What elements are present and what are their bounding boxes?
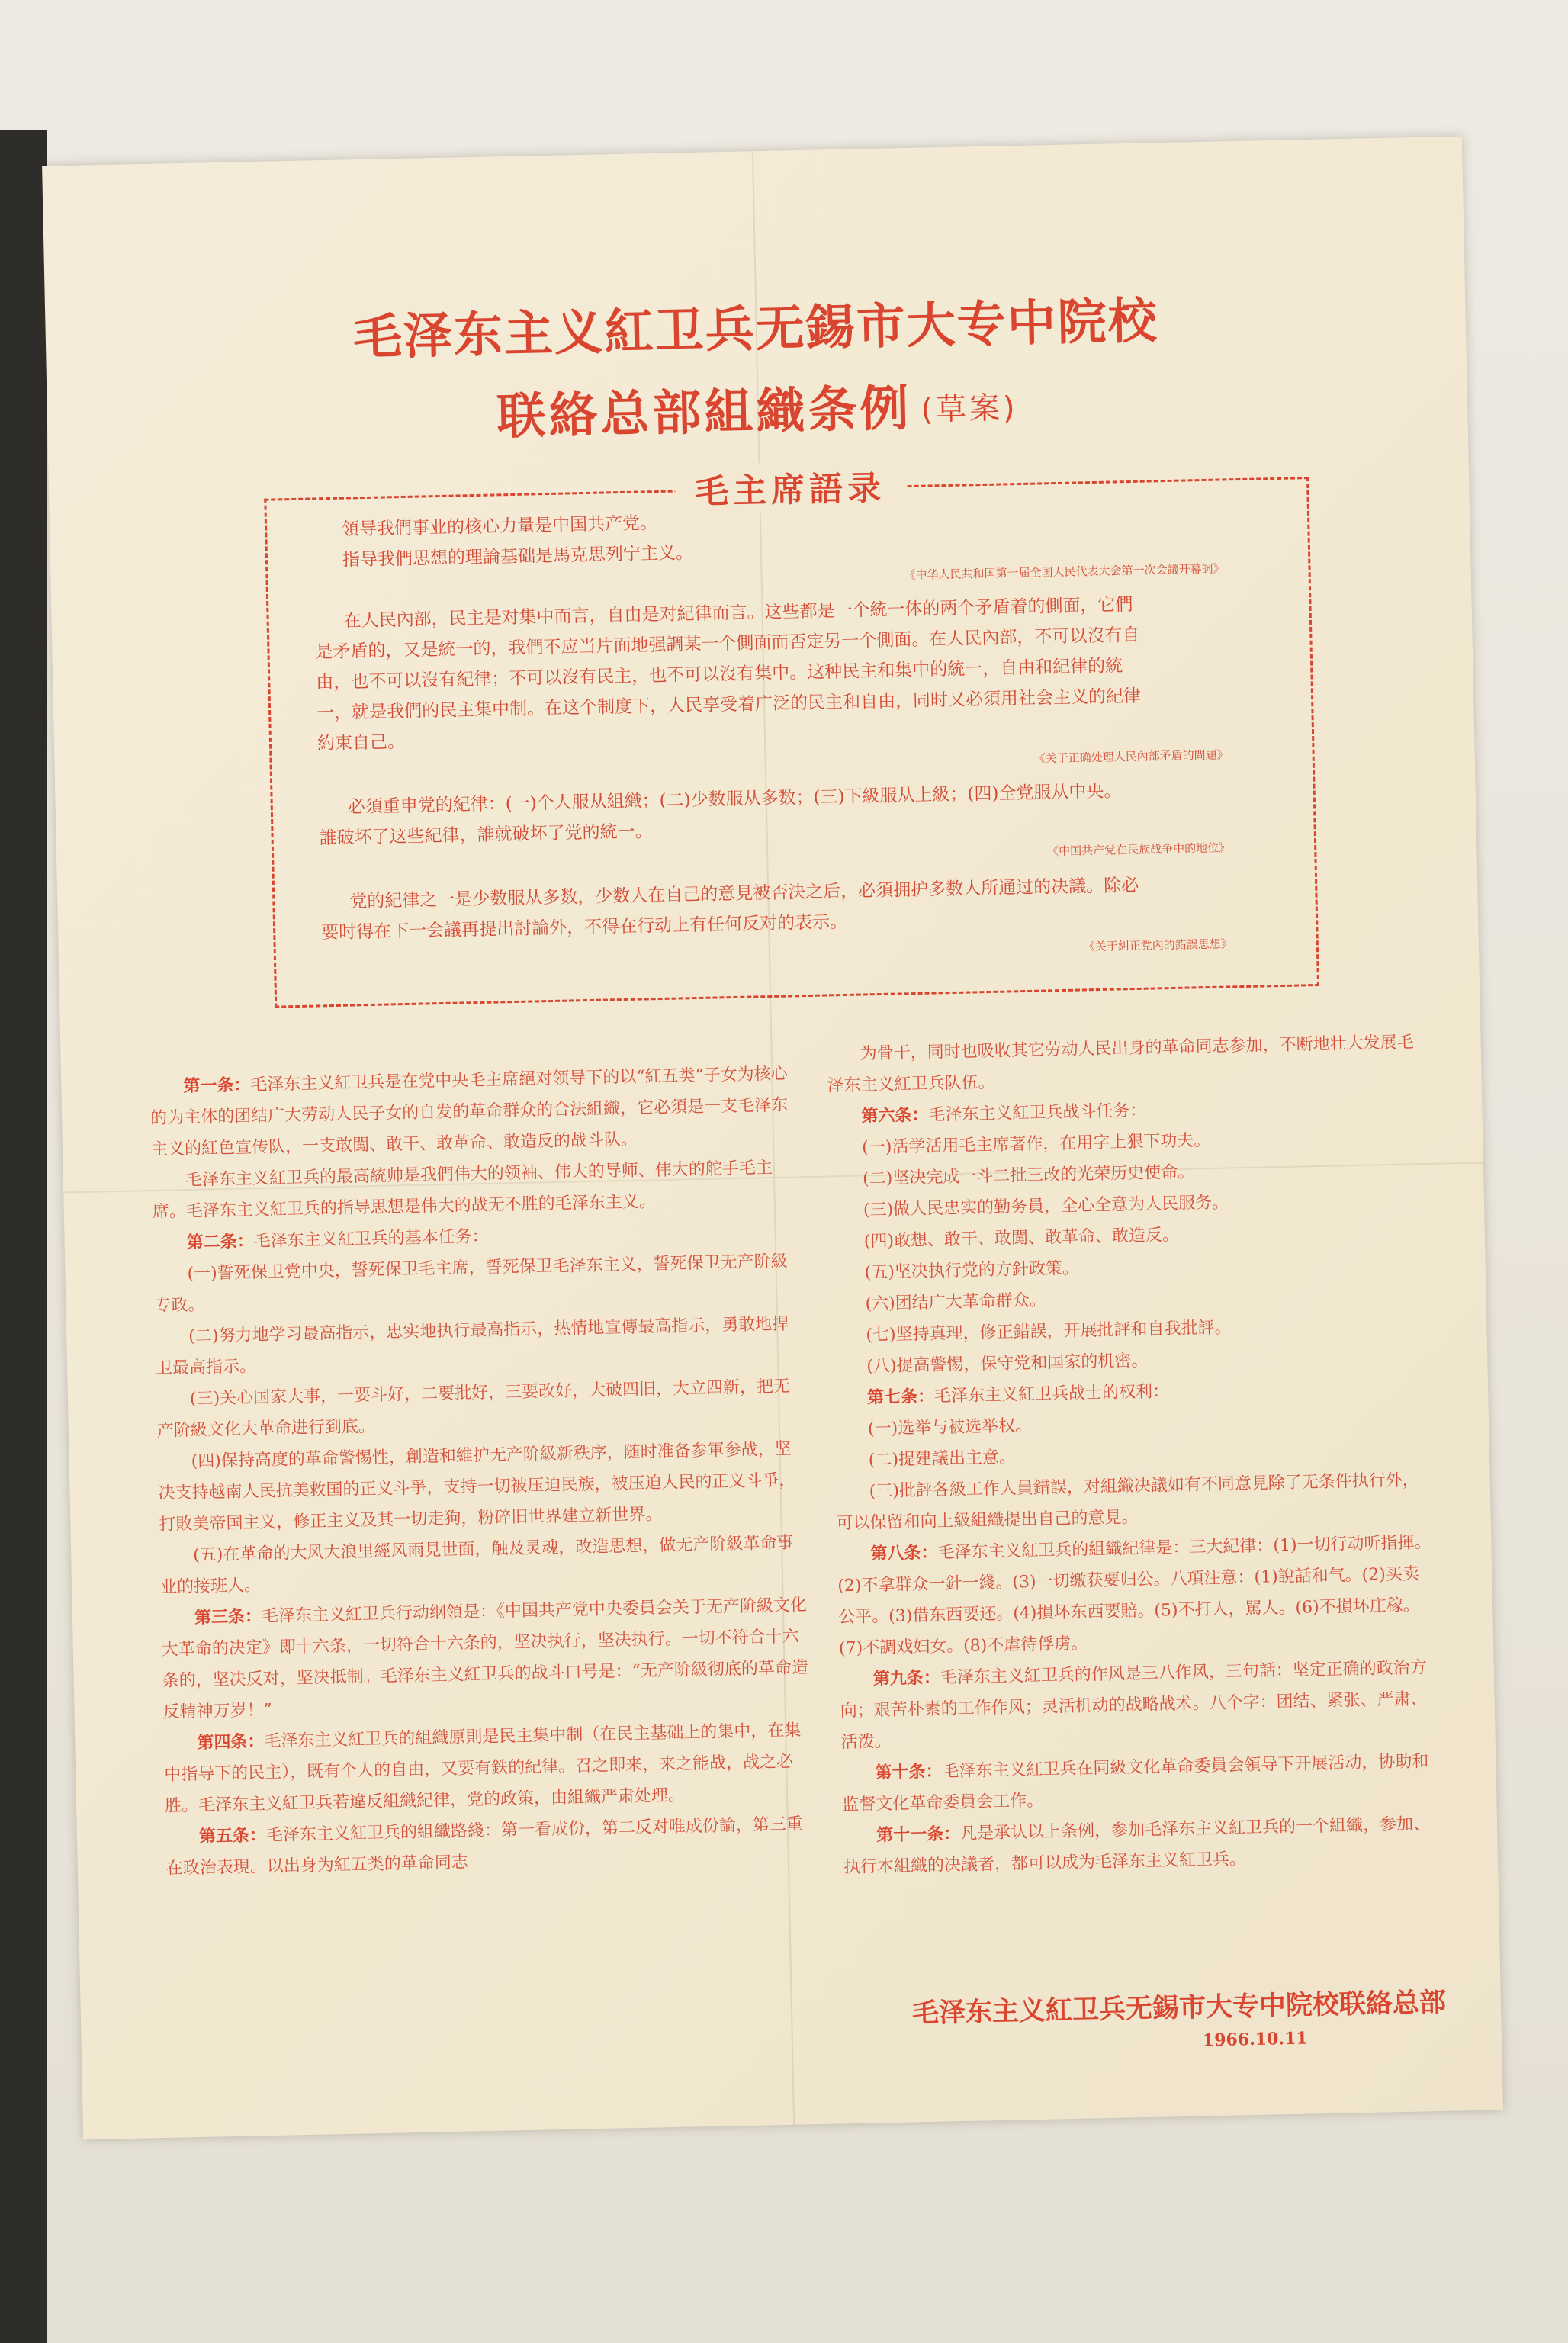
article-text: (三)做人民忠实的勤务員，全心全意为人民服务。 (863, 1193, 1229, 1220)
article-text: (一)选举与被选举权。 (867, 1416, 1033, 1439)
quote-line: 党的紀律之一是少数服从多数，少数人在自己的意見被否決之后，必須拥护多数人所通过的决議。除必 (349, 875, 1139, 912)
articles-right-column (826, 1027, 1440, 1883)
article-number: 第八条： (870, 1542, 938, 1564)
article-number: 第十一条： (876, 1824, 961, 1846)
article-text: 毛泽东主义紅卫兵的組織原則是民主集中制（在民主基础上的集中，在集中指导下的民主），既有个人的自由，又要有鉄的紀律。召之即来，来之能战，战之必胜。毛泽东主义紅卫兵若違反組織紀律，党的政策，由組織严肃处理。 (164, 1721, 802, 1816)
article-paragraph (839, 1652, 1437, 1758)
poster-title-main: 联絡总部組織条例 (496, 380, 913, 446)
article-number: 第三条： (194, 1606, 262, 1628)
article-paragraph (165, 1808, 817, 1885)
article-paragraph (837, 1527, 1435, 1664)
article-text: 毛泽东主义紅卫兵的組織路綫：第一看成份，第二反对唯成份論，第三重在政治表現。以出身为紅五类的革命同志 (165, 1814, 804, 1879)
signature: 毛泽东主义紅卫兵无錫市大专中院校联絡总部 (911, 1987, 1447, 2030)
article-text: 毛泽东主义紅卫兵的基本任务： (253, 1226, 489, 1252)
article-paragraph (161, 1589, 813, 1728)
article-text: 毛泽东主义紅卫兵的作风是三八作风，三句話：坚定正确的政治方向；艰苦朴素的工作作风；灵活机动的战略战术。八个字：团结、紧张、严肃、活泼。 (840, 1658, 1428, 1753)
article-text: (一)活学活用毛主席著作，在用字上狠下功夫。 (862, 1130, 1211, 1158)
article-number: 第十条： (875, 1761, 943, 1783)
article-text: 为骨干，同时也吸收其它劳动人民出身的革命同志参加，不断地壮大发展毛泽东主义紅卫兵队伍。 (827, 1033, 1414, 1096)
draft-label: (草案) (920, 390, 1019, 428)
article-text: (三)批評各級工作人員錯誤，对組織决議如有不同意見除了无条件执行外，可以保留和向上級組織提出自己的意見。 (836, 1470, 1420, 1534)
date: 1966.10.11 (1202, 2028, 1308, 2051)
article-text: (四)保持高度的革命警惕性，創造和維护无产阶級新秩序，随时准备参軍参战，坚决支持越南人民抗美救国的正义斗爭，支持一切被压迫民族，被压迫人民的正义斗爭，打敗美帝国主义，修正主义及其一切走狗，粉碎旧世界建立新世界。 (158, 1439, 796, 1535)
quote-line: 約束自己。 (316, 731, 406, 754)
quote-source: 《关于糾正党內的錯誤思想》 (1083, 937, 1232, 954)
article-text: (二)努力地学习最高指示，忠实地执行最高指示，热情地宣傳最高指示，勇敢地捍卫最高指示。 (155, 1314, 789, 1379)
article-text: 毛泽东主义紅卫兵的組織紀律是：三大紀律：(1)一切行动听指揮。(2)不拿群众一針一綫。(3)一切缴获要归公。八項注意：(1)說話和气。(2)买卖公平。(3)借东西要还。(4)損坏东西要賠。(5)不打人，駡人。(6)不損坏庄稼。(7)不調戏妇女。(8)不虐待俘虏。 (837, 1533, 1431, 1659)
article-paragraph (157, 1433, 808, 1541)
article-text: 毛泽东主义紅卫兵的最高統帅是我們伟大的领袖、伟大的导师、伟大的舵手毛主席。毛泽东主义紅卫兵的指导思想是伟大的战无不胜的毛泽东主义。 (152, 1159, 773, 1223)
article-text: (二)坚决完成一斗二批三改的光荣历史使命。 (862, 1162, 1195, 1189)
poster-sheet (42, 137, 1503, 2139)
article-text: 毛泽东主义紅卫兵战士的权利： (933, 1382, 1170, 1406)
poster-title-line2 (47, 358, 1468, 458)
article-text: 毛泽东主义紅卫兵是在党中央毛主席絕对领导下的以“紅五类”子女为核心的为主体的团结广大劳动人民子女的自发的革命群众的合法組織，它必須是一支毛泽东主义的紅色宣传队，一支敢闖、敢干、敢革命、敢造反的战斗队。 (150, 1064, 789, 1160)
quote-line: 誰破坏了这些紀律，誰就破坏了党的統一。 (319, 821, 653, 849)
quotation-box (264, 468, 1319, 1008)
quote-line: 要时得在下一会議再提出討論外，不得在行动上有任何反对的表示。 (320, 911, 848, 943)
articles-left-column (149, 1058, 816, 1885)
article-number: 第七条： (866, 1386, 935, 1408)
article-paragraph (149, 1058, 801, 1165)
backdrop-dark-edge (0, 130, 47, 2343)
article-text: (五)坚决执行党的方針政策。 (864, 1258, 1080, 1283)
article-text: (一)誓死保卫党中央，誓死保卫毛主席，誓死保卫毛泽东主义，誓死保卫无产阶級专政。 (154, 1252, 788, 1316)
article-text: (六)团结广大革命群众。 (865, 1290, 1046, 1314)
article-text: 凡是承认以上条例，参加毛泽东主义紅卫兵的一个組織，参加、执行本組織的决議者，都可以成为毛泽东主义紅卫兵。 (843, 1814, 1431, 1878)
article-text: 毛泽东主义紅卫兵在同級文化革命委員会領导下开展活动，协助和监督文化革命委員会工作。 (842, 1752, 1429, 1815)
article-text: (七)坚持真理，修正錯誤，开展批評和自我批評。 (866, 1318, 1232, 1345)
article-number: 第五条： (198, 1825, 267, 1846)
article-text: (三)关心国家大事，一要斗好，二要批好，三要改好，大破四旧，大立四新，把无产阶級文化大革命进行到底。 (156, 1377, 791, 1441)
quote-line: 一，就是我們的民主集中制。在这个制度下，人民享受着广泛的民主和自由，同时又必須用社会主义的紀律 (316, 686, 1142, 724)
article-text: (五)在革命的大风大浪里經风雨見世面，触及灵魂，改造思想，做无产阶級革命事业的接班人。 (159, 1533, 794, 1597)
quote-source: 《中华人民共和国第一届全国人民代表大会第一次会議开幕詞》 (904, 561, 1225, 583)
article-text: 毛泽东主义紅卫兵行动纲領是：《中国共产党中央委員会关于无产阶級文化大革命的决定》即十六条，一切符合十六条的，坚决执行，坚决执行。一切不符合十六条的，坚决反对，坚决抵制。毛泽东主义紅卫兵的战斗口号是：“无产阶級彻底的革命造反精神万岁！” (161, 1596, 809, 1722)
article-paragraph (843, 1808, 1441, 1883)
article-text: (四)敢想、敢干、敢闖、敢革命、敢造反。 (863, 1225, 1180, 1252)
quote-line: 在人民內部，民主是对集中而言，自由是对紀律而言。这些都是一个統一体的两个矛盾着的側面，它們 (343, 594, 1133, 632)
poster-title-line1: 毛泽东主义紅卫兵无錫市大专中院校 (352, 293, 1159, 367)
article-number: 第四条： (197, 1731, 265, 1753)
quotation-heading: 毛主席語录 (674, 460, 905, 513)
article-number: 第一条： (183, 1075, 251, 1097)
quote-line: 必須重申党的紀律：(一)个人服从組織；(二)少数服从多数；(三)下級服从上級；(四)全党服从中央。 (347, 781, 1122, 818)
article-text: (二)提建議出主意。 (868, 1448, 1017, 1470)
article-number: 第九条： (872, 1667, 941, 1689)
article-text: 毛泽东主义紅卫兵战斗任务： (928, 1101, 1147, 1125)
quote-line: 領导我們事业的核心力量是中国共产党。 (341, 513, 658, 540)
article-text: (八)提高警惕，保守党和国家的机密。 (866, 1351, 1149, 1377)
article-number: 第六条： (861, 1104, 929, 1127)
quote-line: 是矛盾的，又是統一的，我們不应当片面地强調某一个側面而否定另一个側面。在人民內部，不可以沒有自 (315, 625, 1140, 663)
article-paragraph (163, 1715, 815, 1822)
quote-line: 指导我們思想的理論基础是馬克思列宁主义。 (342, 543, 694, 570)
quote-source: 《关于正确处理人民內部矛盾的問題》 (1033, 747, 1229, 766)
quote-line: 由，也不可以沒有紀律；不可以沒有民主，也不可以沒有集中。这种民主和集中的統一，自由和紀律的統 (316, 656, 1123, 693)
quote-source: 《中国共产党在民族战争中的地位》 (1047, 840, 1231, 859)
article-number: 第二条： (186, 1231, 254, 1253)
